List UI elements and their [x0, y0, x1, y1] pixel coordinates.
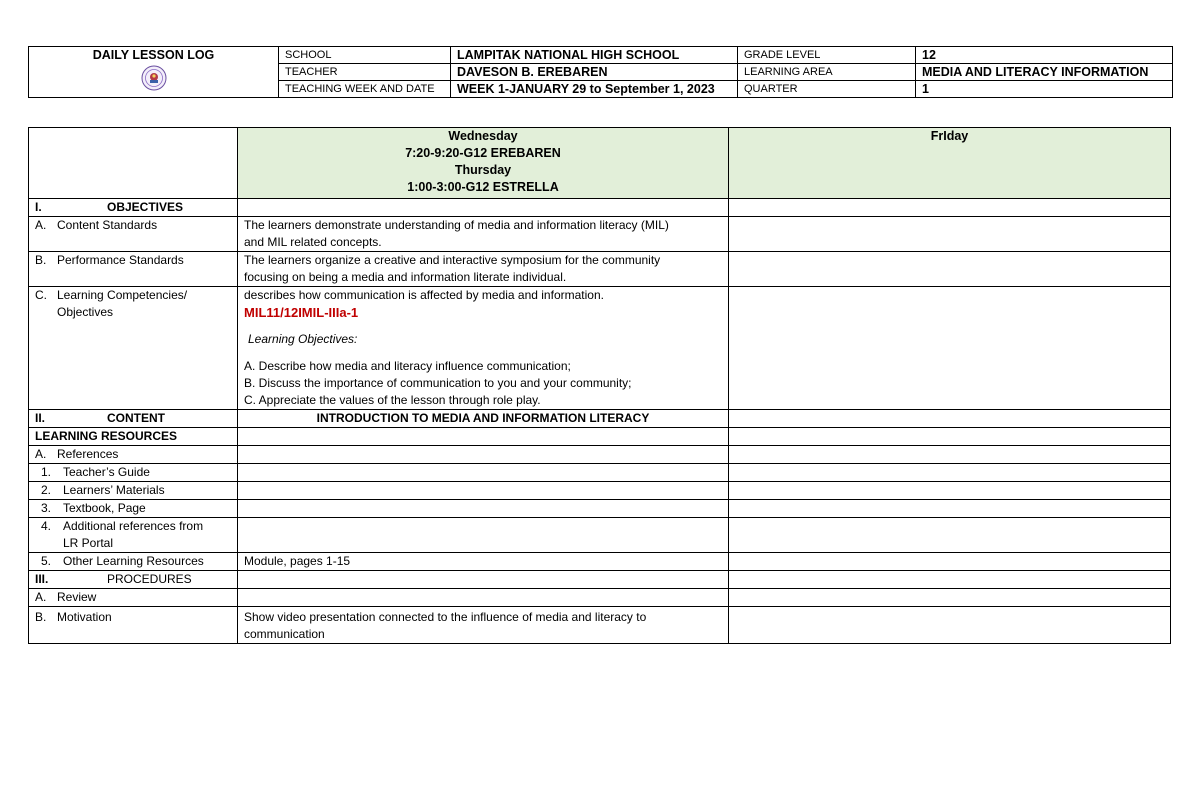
teaching-week-value: WEEK 1-JANUARY 29 to September 1, 2023	[451, 81, 738, 98]
schedule-row	[29, 128, 1171, 199]
header-table	[28, 46, 1173, 98]
objectives-row	[29, 199, 1171, 217]
learning-area-label: LEARNING AREA	[738, 64, 916, 81]
competencies-text	[238, 287, 729, 410]
reference-item-value	[238, 482, 729, 500]
reference-item-label: 3. Textbook, Page	[29, 500, 238, 518]
reference-item-row	[29, 500, 1171, 518]
procedures-heading: III. PROCEDURES	[29, 571, 238, 589]
teaching-week-label: TEACHING WEEK AND DATE	[279, 81, 451, 98]
reference-item-value	[238, 464, 729, 482]
school-label: SCHOOL	[279, 47, 451, 64]
competencies-row	[29, 287, 1171, 410]
teacher-value: DAVESON B. EREBAREN	[451, 64, 738, 81]
content-row	[29, 410, 1171, 428]
learning-objectives-title: Learning Objectives:	[248, 332, 358, 346]
learning-area-value: MEDIA AND LITERACY INFORMATION	[916, 64, 1173, 81]
deped-seal-icon	[141, 65, 167, 91]
review-label: A. Review	[29, 589, 238, 607]
learning-objective-c: C. Appreciate the values of the lesson through role play.	[244, 393, 541, 407]
time-wednesday: 7:20-9:20-G12 EREBAREN	[405, 146, 561, 160]
schedule-day-1	[238, 128, 729, 199]
performance-standards-text: The learners organize a creative and interactive symposium for the community focusing on being a media and information literate individual.	[238, 252, 729, 287]
content-standards-text: The learners demonstrate understanding of media and information literacy (MIL) and MIL related concepts.	[238, 217, 729, 252]
performance-standards-row	[29, 252, 1171, 287]
learning-resources-row	[29, 428, 1171, 446]
motivation-label: B. Motivation	[29, 607, 238, 644]
reference-item-label: 2. Learners’ Materials	[29, 482, 238, 500]
content-standards-row	[29, 217, 1171, 252]
document-title: DAILY LESSON LOG	[92, 48, 215, 62]
reference-item-label: 4. Additional references from LR Portal	[29, 518, 238, 553]
day-wednesday: Wednesday	[448, 129, 518, 143]
content-standards-label: A. Content Standards	[29, 217, 238, 252]
learning-resources-heading: LEARNING RESOURCES	[29, 428, 238, 446]
reference-item-value	[238, 500, 729, 518]
content-heading: II. CONTENT	[29, 410, 238, 428]
grade-level-label: GRADE LEVEL	[738, 47, 916, 64]
school-value: LAMPITAK NATIONAL HIGH SCHOOL	[451, 47, 738, 64]
content-topic: INTRODUCTION TO MEDIA AND INFORMATION LITERACY	[238, 410, 729, 428]
competencies-label: C. Learning Competencies/ Objectives	[29, 287, 238, 410]
quarter-value: 1	[916, 81, 1173, 98]
schedule-day-2	[729, 128, 1171, 199]
reference-item-label: 1. Teacher’s Guide	[29, 464, 238, 482]
competency-code: MIL11/12IMIL-IIIa-1	[244, 305, 359, 320]
lesson-plan-table	[28, 127, 1171, 644]
title-cell	[29, 47, 279, 98]
reference-item-row	[29, 553, 1171, 571]
reference-item-row	[29, 518, 1171, 553]
reference-item-row	[29, 464, 1171, 482]
time-thursday: 1:00-3:00-G12 ESTRELLA	[407, 180, 559, 194]
procedures-row	[29, 571, 1171, 589]
review-row	[29, 589, 1171, 607]
reference-item-row	[29, 482, 1171, 500]
grade-level-value: 12	[916, 47, 1173, 64]
performance-standards-label: B. Performance Standards	[29, 252, 238, 287]
day-friday: FrIday	[930, 129, 969, 143]
motivation-text: Show video presentation connected to the influence of media and literacy to communication	[238, 607, 729, 644]
competency-description: describes how communication is affected by media and information.	[244, 288, 604, 302]
references-label: A. References	[29, 446, 238, 464]
reference-item-value: Module, pages 1-15	[238, 553, 729, 571]
blank-corner-cell	[29, 128, 238, 199]
reference-item-label: 5. Other Learning Resources	[29, 553, 238, 571]
reference-item-value	[238, 518, 729, 553]
objectives-heading: I. OBJECTIVES	[29, 199, 238, 217]
day-thursday: Thursday	[454, 163, 512, 177]
teacher-label: TEACHER	[279, 64, 451, 81]
header-row	[29, 47, 1173, 64]
references-row	[29, 446, 1171, 464]
learning-objective-b: B. Discuss the importance of communication to you and your community;	[244, 376, 632, 390]
learning-objective-a: A. Describe how media and literacy influence communication;	[244, 359, 571, 373]
motivation-row	[29, 607, 1171, 644]
quarter-label: QUARTER	[738, 81, 916, 98]
